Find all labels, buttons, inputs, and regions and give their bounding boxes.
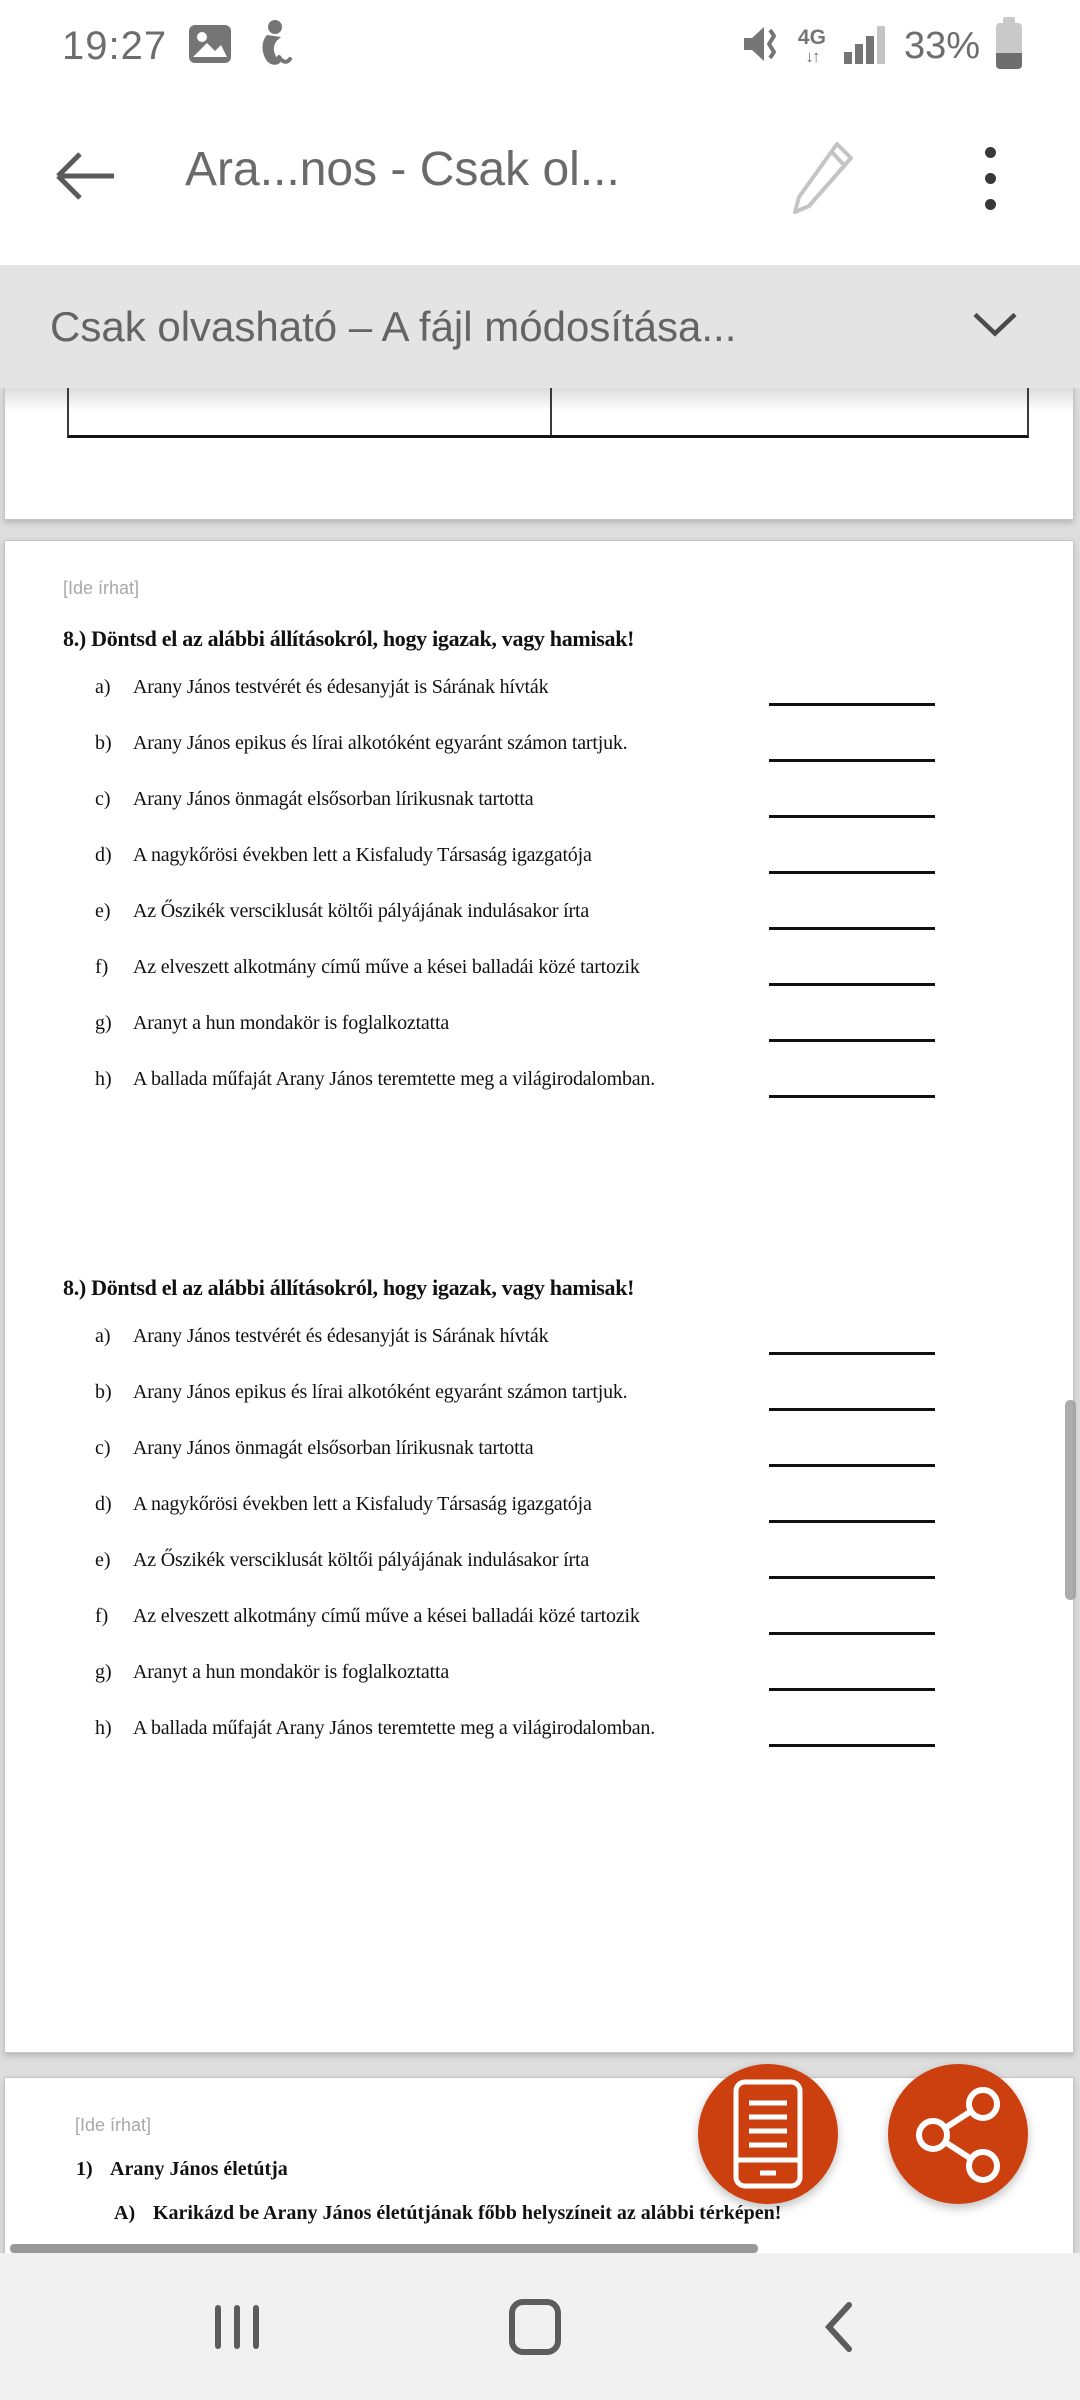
dot-icon: [985, 173, 996, 184]
content-placeholder: [Ide írhat]: [63, 578, 140, 598]
statement-row: [5, 715, 1073, 771]
back-arrow-icon: [50, 144, 120, 208]
statement-row: [5, 939, 1073, 995]
statement-letter: h): [95, 1717, 112, 1739]
mobile-view-icon: [732, 2078, 804, 2190]
answer-blank: [769, 939, 935, 986]
list-number: 1): [76, 2158, 93, 2180]
share-fab[interactable]: [888, 2064, 1028, 2204]
statement-letter: e): [95, 900, 111, 922]
navigation-bar: [0, 2253, 1080, 2400]
answer-blank: [769, 1308, 935, 1355]
answer-blank: [769, 1588, 935, 1635]
statement-letter: d): [95, 1493, 112, 1515]
statement-row: [5, 659, 1073, 715]
answer-blank: [769, 1364, 935, 1411]
statement-row: [5, 1644, 1073, 1700]
statement-text: Az elveszett alkotmány című műve a kései balladái közé tartozik: [133, 1605, 640, 1627]
recents-icon: [215, 2305, 259, 2349]
document-page-main: [4, 540, 1074, 2053]
statement-row: [5, 1308, 1073, 1364]
statement-row: [5, 1700, 1073, 1756]
recents-button[interactable]: [177, 2253, 297, 2400]
statement-row: [5, 1420, 1073, 1476]
list-letter: A): [114, 2202, 136, 2224]
overflow-menu-button[interactable]: [955, 128, 1025, 228]
answer-blank: [769, 1700, 935, 1747]
document-page-top: [4, 388, 1074, 520]
vertical-scrollbar-thumb[interactable]: [1065, 1400, 1076, 1600]
statement-letter: f): [95, 1605, 109, 1627]
statement-text: A ballada műfaját Arany János teremtette meg a világirodalomban.: [133, 1068, 656, 1090]
content-placeholder: [Ide írhat]: [75, 2115, 152, 2135]
statement-text: Arany János testvérét és édesanyját is Sárának hívták: [133, 1325, 549, 1347]
nav-back-button[interactable]: [778, 2253, 898, 2400]
section-heading: 8.) Döntsd el az alábbi állításokról, hogy igazak, vagy hamisak!: [63, 626, 635, 651]
table-column-divider: [550, 388, 552, 435]
back-chevron-icon: [823, 2301, 853, 2353]
answer-blank: [769, 1051, 935, 1098]
statement-row: [5, 1364, 1073, 1420]
statement-text: Arany János epikus és lírai alkotóként egyaránt számon tartjuk.: [133, 1381, 628, 1403]
statement-text: Az Őszikék versciklusát költői pályájának indulásakor írta: [133, 900, 590, 922]
statement-row: [5, 771, 1073, 827]
answer-blank: [769, 995, 935, 1042]
horizontal-scrollbar-thumb[interactable]: [10, 2244, 758, 2253]
statement-letter: g): [95, 1012, 112, 1034]
statement-text: Arany János önmagát elsősorban lírikusnak tartotta: [133, 1437, 534, 1459]
statement-text: Arany János testvérét és édesanyját is Sárának hívták: [133, 676, 549, 698]
list-title: Arany János életútja: [110, 2158, 288, 2180]
statement-letter: f): [95, 956, 109, 978]
statement-letter: e): [95, 1549, 111, 1571]
table-fragment: [67, 388, 1029, 438]
answer-blank: [769, 715, 935, 762]
statement-list: [5, 659, 1073, 1107]
mute-icon: [740, 22, 782, 71]
readonly-banner-text: Csak olvasható – A fájl módosítása...: [50, 302, 737, 350]
app-bar: [0, 92, 1080, 265]
status-bar: [0, 0, 1080, 92]
dot-icon: [985, 199, 996, 210]
statement-list: [5, 1308, 1073, 1756]
section-heading: 8.) Döntsd el az alábbi állításokról, hogy igazak, vagy hamisak!: [63, 1275, 635, 1300]
readonly-banner[interactable]: [0, 265, 1080, 388]
statement-text: Az Őszikék versciklusát költői pályájának indulásakor írta: [133, 1549, 590, 1571]
pencil-icon: [775, 132, 865, 222]
statement-row: [5, 1476, 1073, 1532]
back-button[interactable]: [50, 144, 120, 208]
statement-row: [5, 1532, 1073, 1588]
answer-blank: [769, 1644, 935, 1691]
statement-letter: b): [95, 1381, 112, 1403]
status-right: [740, 0, 1022, 92]
statement-text: Arany János önmagát elsősorban lírikusnak tartotta: [133, 788, 534, 810]
statement-row: [5, 1588, 1073, 1644]
statement-letter: c): [95, 1437, 111, 1459]
answer-blank: [769, 827, 935, 874]
share-icon: [906, 2082, 1010, 2186]
document-title: Ara...nos - Csak ol...: [185, 143, 620, 196]
gallery-icon: [187, 21, 233, 72]
answer-blank: [769, 1476, 935, 1523]
statement-row: [5, 883, 1073, 939]
battery-icon: [996, 23, 1022, 69]
answer-blank: [769, 659, 935, 706]
statement-row: [5, 827, 1073, 883]
answer-blank: [769, 883, 935, 930]
battery-percent: 33%: [903, 24, 980, 67]
mobile-data-4g-icon: 4G ↓↑: [797, 26, 826, 66]
signal-icon: [842, 22, 888, 71]
statement-letter: c): [95, 788, 111, 810]
statement-letter: b): [95, 732, 112, 754]
answer-blank: [769, 1420, 935, 1467]
clock: 19:27: [62, 23, 168, 68]
statement-letter: g): [95, 1661, 112, 1683]
statement-letter: h): [95, 1068, 112, 1090]
answer-blank: [769, 1532, 935, 1579]
statement-letter: a): [95, 676, 111, 698]
edit-button[interactable]: [775, 132, 865, 222]
home-button[interactable]: [475, 2253, 595, 2400]
dot-icon: [985, 147, 996, 158]
list-text: Karikázd be Arany János életútjának főbb helyszíneit az alábbi térképen!: [153, 2202, 782, 2224]
figure-icon: [253, 19, 293, 74]
statement-letter: a): [95, 1325, 111, 1347]
statement-text: Arany János epikus és lírai alkotóként egyaránt számon tartjuk.: [133, 732, 628, 754]
statement-text: Aranyt a hun mondakör is foglalkoztatta: [133, 1661, 449, 1683]
statement-text: A nagykőrösi években lett a Kisfaludy Társaság igazgatója: [133, 844, 592, 866]
home-icon: [509, 2299, 561, 2355]
status-left: [62, 0, 293, 92]
statement-text: A nagykőrösi években lett a Kisfaludy Társaság igazgatója: [133, 1493, 592, 1515]
statement-text: A ballada műfaját Arany János teremtette meg a világirodalomban.: [133, 1717, 656, 1739]
statement-row: [5, 995, 1073, 1051]
statement-text: Aranyt a hun mondakör is foglalkoztatta: [133, 1012, 449, 1034]
document-scroll-area[interactable]: [0, 388, 1080, 2253]
answer-blank: [769, 771, 935, 818]
lettered-subitem: [114, 2193, 1073, 2233]
statement-row: [5, 1051, 1073, 1107]
chevron-down-icon[interactable]: [972, 311, 1018, 342]
statement-letter: d): [95, 844, 112, 866]
mobile-view-fab[interactable]: [698, 2064, 838, 2204]
statement-text: Az elveszett alkotmány című műve a kései balladái közé tartozik: [133, 956, 640, 978]
